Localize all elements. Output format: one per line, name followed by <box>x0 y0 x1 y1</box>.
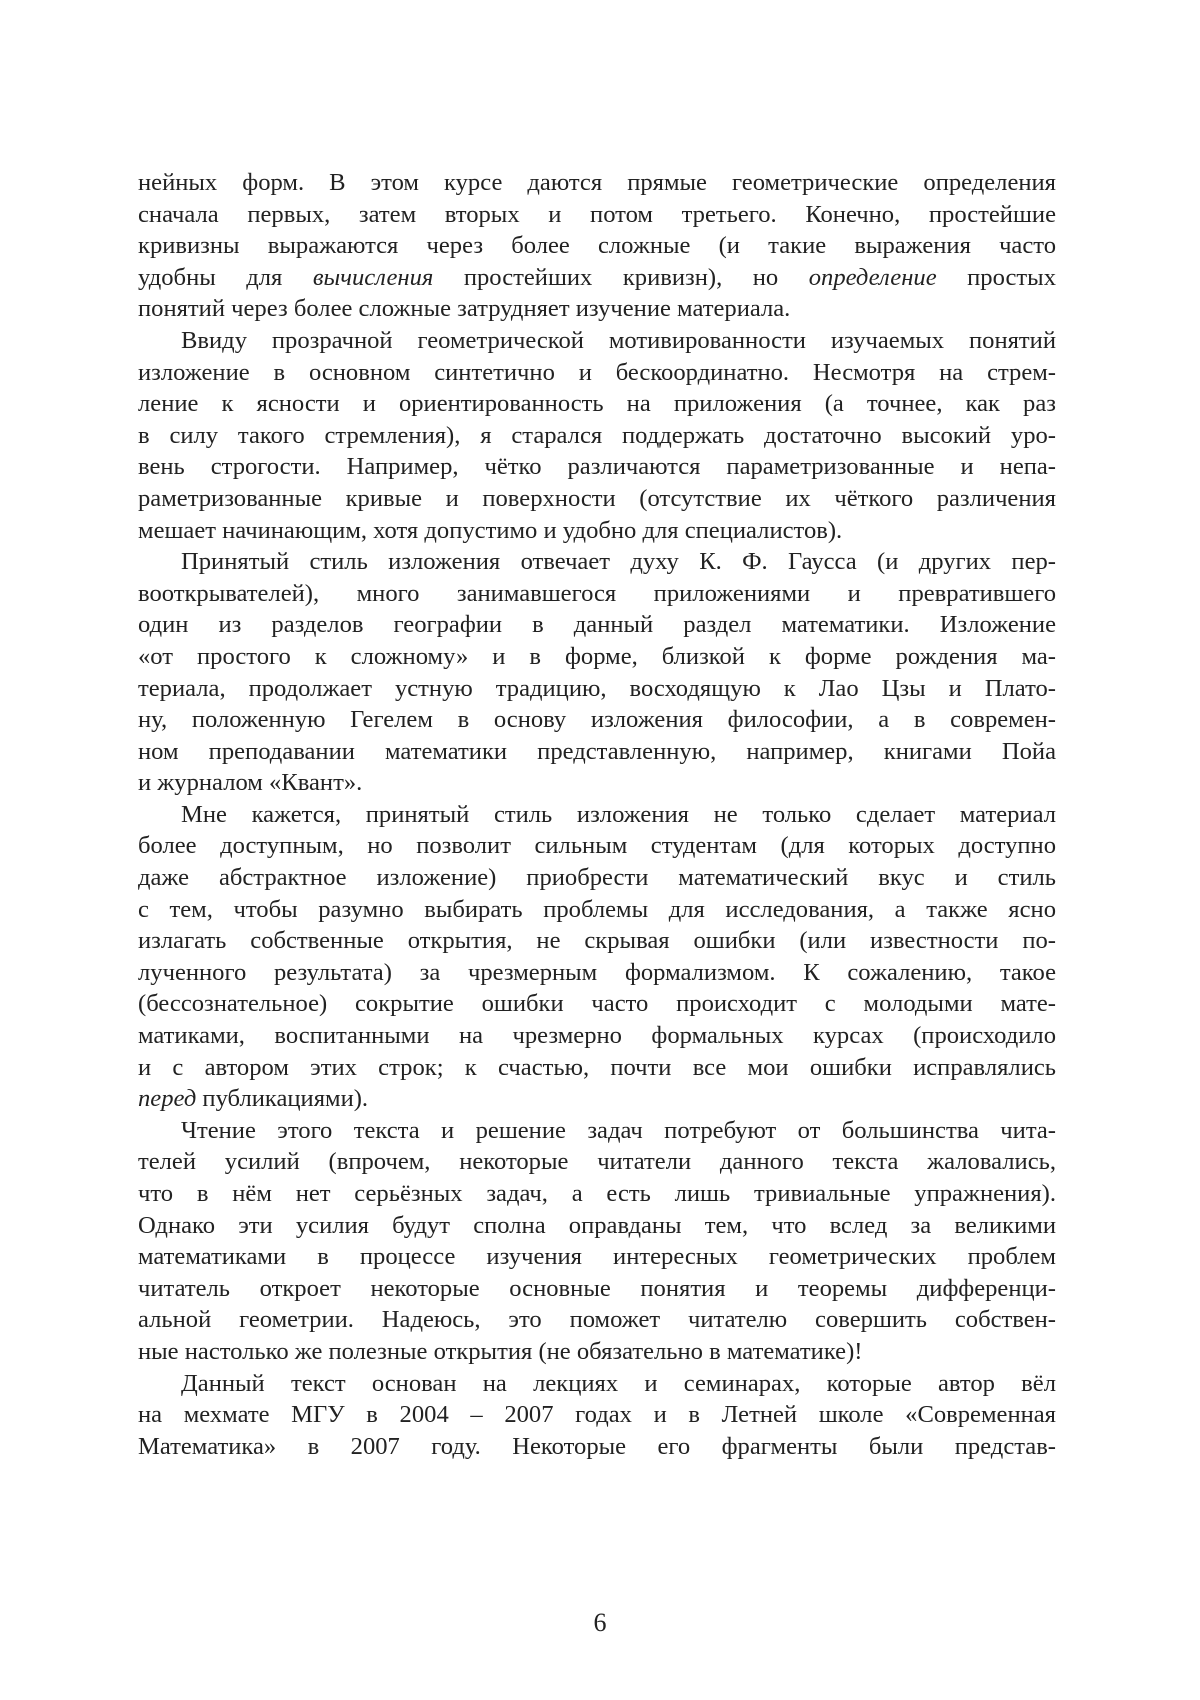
text-line: и журналом «Квант». <box>138 769 363 797</box>
text-segment: простых <box>936 263 1056 291</box>
italic-term: перед <box>138 1085 197 1113</box>
text-line: Мне кажется, принятый стиль изложения не только сделает материал <box>181 800 1056 828</box>
text-line: более доступным, но позволит сильным студентам (для которых доступно <box>138 832 1056 860</box>
text-line: мешает начинающим, хотя допустимо и удобно для специалистов). <box>138 516 843 544</box>
text-line: Математика» в 2007 году. Некоторые его фрагменты были представ- <box>138 1432 1056 1460</box>
text-line: териала, продолжает устную традицию, восходящую к Лао Цзы и Плато- <box>138 674 1056 702</box>
page-body <box>138 167 1056 1462</box>
text-line: в силу такого стремления), я старался поддержать достаточно высокий уро- <box>138 421 1056 449</box>
text-line: Однако эти усилия будут сполна оправданы тем, что вслед за великими <box>138 1211 1056 1239</box>
text-line: понятий через более сложные затрудняет изучение материала. <box>138 295 791 323</box>
text-line <box>138 1083 1056 1115</box>
text-line: вень строгости. Например, чётко различаются параметризованные и непа- <box>138 453 1056 481</box>
text-line: с тем, чтобы разумно выбирать проблемы для исследования, а также ясно <box>138 895 1056 923</box>
text-line: телей усилий (впрочем, некоторые читатели данного текста жаловались, <box>138 1148 1056 1176</box>
paragraph <box>138 546 1056 799</box>
text-line: сначала первых, затем вторых и потом третьего. Конечно, простейшие <box>138 200 1056 228</box>
text-line: ном преподавании математики представленную, например, книгами Пойа <box>138 737 1056 765</box>
text-line <box>138 262 1056 294</box>
text-line: альной геометрии. Надеюсь, это поможет читателю совершить собствен- <box>138 1306 1056 1334</box>
text-segment: простейших кривизн), но <box>433 263 809 291</box>
text-line: Чтение этого текста и решение задач потребуют от большинства чита- <box>181 1116 1056 1144</box>
text-line: ление к ясности и ориентированность на приложения (а точнее, как раз <box>138 390 1056 418</box>
italic-term: вычисления <box>312 263 434 291</box>
text-line: Ввиду прозрачной геометрической мотивированности изучаемых понятий <box>181 326 1056 354</box>
text-line: лученного результата) за чрезмерным формализмом. К сожалению, такое <box>138 958 1056 986</box>
paragraph <box>138 325 1056 546</box>
text-line: ные настолько же полезные открытия (не обязательно в математике)! <box>138 1337 863 1365</box>
italic-term: определение <box>808 263 937 291</box>
paragraph <box>138 1368 1056 1463</box>
text-line: ну, положенную Гегелем в основу изложения философии, а в современ- <box>138 706 1056 734</box>
text-line: даже абстрактное изложение) приобрести математический вкус и стиль <box>138 864 1056 892</box>
text-line: один из разделов географии в данный раздел математики. Изложение <box>138 611 1056 639</box>
text-line: (бессознательное) сокрытие ошибки часто происходит с молодыми мате- <box>138 990 1056 1018</box>
text-line: матиками, воспитанными на чрезмерно формальных курсах (происходило <box>138 1022 1056 1050</box>
text-line: нейных форм. В этом курсе даются прямые геометрические определения <box>138 169 1056 196</box>
paragraph <box>138 1115 1056 1368</box>
page-number: 6 <box>593 1608 607 1637</box>
text-line: на мехмате МГУ в 2004 – 2007 годах и в Летней школе «Современная <box>138 1401 1056 1429</box>
text-line: кривизны выражаются через более сложные (и такие выражения часто <box>138 232 1056 260</box>
text-line: изложение в основном синтетично и бескоординатно. Несмотря на стрем- <box>138 358 1056 386</box>
text-line: Данный текст основан на лекциях и семинарах, которые автор вёл <box>181 1369 1056 1397</box>
paragraph <box>138 799 1056 1115</box>
text-segment: удобны для <box>138 263 313 291</box>
text-line: и с автором этих строк; к счастью, почти все мои ошибки исправлялись <box>138 1053 1056 1081</box>
text-segment: публикациями). <box>196 1085 369 1113</box>
text-line: излагать собственные открытия, не скрывая ошибки (или известности по- <box>138 927 1056 955</box>
text-line: Принятый стиль изложения отвечает духу К. Ф. Гаусса (и других пер- <box>181 548 1056 576</box>
text-line: читатель откроет некоторые основные понятия и теоремы дифференци- <box>138 1274 1056 1302</box>
paragraph <box>138 167 1056 325</box>
text-line: «от простого к сложному» и в форме, близкой к форме рождения ма- <box>138 642 1056 670</box>
text-line: что в нём нет серьёзных задач, а есть лишь тривиальные упражнения). <box>138 1180 1056 1207</box>
text-line: вооткрывателей), много занимавшегося приложениями и превратившего <box>138 579 1056 607</box>
text-line: раметризованные кривые и поверхности (отсутствие их чёткого различения <box>138 484 1056 512</box>
text-line: математиками в процессе изучения интересных геометрических проблем <box>138 1243 1056 1271</box>
